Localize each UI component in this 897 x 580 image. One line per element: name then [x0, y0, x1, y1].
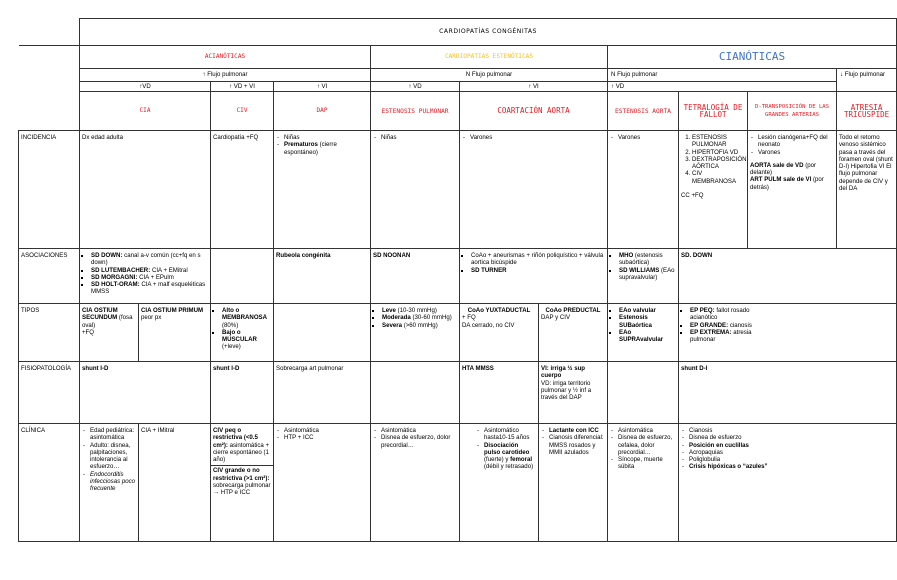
- tipos-civ: [211, 304, 274, 362]
- asoc-coa-2: SD TURNER: [471, 266, 507, 274]
- clin-coa-preductal: [539, 424, 608, 542]
- tipos-ep-1-b: Leve: [382, 307, 396, 314]
- tipos-tof-3-b: EP EXTREMA:: [690, 328, 732, 336]
- list-item: [618, 456, 676, 471]
- fisio-dap: Sobrecarga art pulmonar: [274, 362, 371, 424]
- list-item: [758, 134, 834, 149]
- tipos-civ-2: Bajo o MUSCULAR: [222, 328, 257, 344]
- sub-ep: ↑ VD: [371, 82, 460, 92]
- clin-tof-3: Posición en cuclillas: [689, 441, 749, 449]
- clin-ep-1: Asintomática: [381, 427, 416, 434]
- clin-tof-2: Disnea de esfuerzo: [689, 434, 742, 442]
- corner-blank: [19, 19, 80, 46]
- inc-tof-cc: CC +FQ: [681, 192, 704, 200]
- inc-dtga-artpulm-note: (por detrás): [750, 176, 824, 191]
- sub-coa: ↑ VI: [460, 82, 608, 92]
- list-item: [90, 442, 136, 471]
- inc-dap-2: Prematuros: [284, 141, 318, 149]
- fisio-tof: [679, 362, 897, 424]
- list-item: [619, 267, 676, 282]
- inc-dap-1: Niñas: [284, 134, 300, 141]
- tipos-coa-1b: + FQ: [462, 314, 476, 322]
- flow-acianoticas: ↑ Flujo pulmonar: [80, 69, 371, 82]
- flow-estenoticas: N Flujo pulmonar: [371, 69, 608, 82]
- inc-civ: [211, 131, 274, 249]
- fisio-coa-yuxtaductal: [460, 362, 539, 424]
- asoc-tof-text: SD. DOWN: [681, 252, 713, 259]
- list-item: [381, 434, 457, 449]
- fisio-eao: [608, 362, 679, 424]
- tipos-cia-1: CIA OSTIUM SECUNDUM: [82, 307, 118, 322]
- inc-coa-text: Varones: [470, 134, 493, 141]
- page-title: CARDIOPATÍAS CONGÉNITAS: [80, 19, 897, 46]
- asoc-eao-2-b: SD WILLIAMS: [619, 266, 660, 274]
- sub-civ: ↑ VD + VI: [211, 82, 274, 92]
- list-item: [618, 134, 676, 141]
- lesion-atresia-tricuspide: ATRESIA TRICUSPIDE: [837, 92, 897, 131]
- list-item: [470, 134, 605, 141]
- list-item: [91, 267, 208, 274]
- clin-dap-1: Asintomática: [284, 427, 319, 434]
- asoc-eao: [608, 249, 679, 304]
- tipos-ep-2-b: Moderada: [382, 314, 411, 322]
- clin-civ-2b: sobrecarga pulmonar → HTP e ICC: [213, 482, 271, 497]
- fisio-civ: [211, 362, 274, 424]
- asoc-eao-1-b: MHO: [619, 252, 634, 259]
- clin-tof-6: Crisis hipóxicas o “azules”: [689, 463, 768, 471]
- asoc-coa-1: CoAo + aneurismas + riñón poliquístico + válvula aortica bicúspide: [471, 252, 604, 267]
- list-item: [222, 307, 271, 329]
- lesion-d-transposicion: D-TRANSPOSICIÓN DE LAS GRANDES ARTERIAS: [748, 92, 837, 131]
- asoc-cia-3: CIA + EPulm: [137, 273, 174, 281]
- inc-eao-text: Varones: [618, 134, 641, 141]
- tipos-coa-2b: DAP y CIV: [541, 314, 571, 322]
- fisio-coa-2b: VD: irriga territorio pulmonar y ½ inf a través del DAP: [541, 379, 592, 402]
- inc-dtga: [748, 131, 837, 249]
- tipos-tof-3: atresia pulmonar: [690, 328, 752, 344]
- inc-ep: [371, 131, 460, 249]
- tipos-cia-1c: +FQ: [82, 328, 95, 336]
- asoc-cia-4: CIA + malf esqueléticas MMSS: [91, 281, 206, 296]
- tipos-cia-2: CIA OSTIUM PRIMUM: [141, 307, 204, 314]
- asoc-eao-2: (EAo supravalvular): [619, 266, 675, 281]
- clin-civ-1b: asintomática + cierre espontáneo (1 año): [213, 441, 270, 464]
- tipos-civ-1: Alto o MEMBRANOSA: [222, 307, 268, 322]
- tipos-coa-yuxtaductal: [460, 304, 539, 362]
- list-item: [382, 322, 457, 329]
- clin-cia-imitral: CIA + IMitral: [139, 424, 211, 542]
- tipos-eao-1: EAo valvular: [619, 307, 656, 314]
- row-label-clinica: CLÍNICA: [19, 424, 80, 542]
- tipos-tof-2-b: EP GRANDE:: [690, 321, 729, 329]
- asoc-eao-1: (estenosis subaórtica): [619, 252, 663, 267]
- list-item: [618, 434, 676, 456]
- asoc-dap: [274, 249, 371, 304]
- clin-cia: [80, 424, 139, 542]
- list-item: [692, 134, 745, 149]
- tipos-coa-1c: DA cerrado, no CIV: [462, 321, 515, 329]
- clin-tof: [679, 424, 897, 542]
- list-item: [284, 134, 368, 141]
- clin-cia-3: Endocorditis infecciosas poco frecuente: [90, 470, 136, 493]
- clin-dap-2: HTP + ICC: [284, 434, 314, 442]
- asoc-ep: [371, 249, 460, 304]
- corner-blank: [19, 92, 80, 131]
- asoc-cia-1: canal a-v común (cc+fq en s down): [91, 252, 201, 267]
- inc-dap-3: (cierre espontáneo): [284, 141, 337, 156]
- tipos-eao: [608, 304, 679, 362]
- row-label-tipos: TIPOS: [19, 304, 80, 362]
- asoc-coa: [460, 249, 608, 304]
- list-item: [689, 463, 769, 470]
- inc-dtga-artpulm: ART PULM sale de VI: [750, 176, 812, 184]
- list-item: [619, 314, 676, 329]
- inc-atresia: Todo el retorno venoso sistémico pasa a través del foramen oval (shunt D-I) Hipertofia VI El flujo pulmonar depende de CIV y del DA: [837, 131, 897, 249]
- list-item: [619, 329, 676, 344]
- tipos-coa-preductal: [539, 304, 608, 362]
- group-estenoticas: CARDIOPATIAS ESTENÓTICAS: [371, 46, 608, 69]
- clin-tof-4: Acropaquias: [689, 448, 723, 456]
- list-item: [692, 170, 745, 185]
- clin-civ: [211, 424, 274, 542]
- asoc-cia-4-b: SD HOLT-ORAM:: [91, 281, 140, 289]
- tipos-coa-2: CoAo PREDUCTAL: [545, 307, 601, 314]
- clin-coa-1b: Disociación pulso carotideo: [484, 441, 530, 456]
- clin-eao-1: Asintomática: [618, 427, 653, 434]
- inc-dap: [274, 131, 371, 249]
- clin-eao-3: Síncope, muerte súbita: [618, 456, 663, 471]
- asoc-cia: [80, 249, 211, 304]
- asoc-tof: [679, 249, 897, 304]
- flow-cianoticas-low: ↓ Flujo pulmonar: [837, 69, 897, 92]
- list-item: [689, 442, 769, 449]
- sub-cia: ↑VD: [80, 82, 211, 92]
- inc-tof-3: DEXTRAPOSICIÓN AÓRTICA: [692, 155, 747, 171]
- list-item: [689, 434, 769, 441]
- tipos-ep-3-b: Severa: [382, 321, 402, 329]
- list-item: [91, 252, 208, 267]
- inc-dtga-1: Lesión: [758, 134, 776, 141]
- asoc-cia-2: CIA + EMitral: [150, 266, 188, 274]
- asoc-dap-text: Rubeola congénita: [276, 252, 331, 259]
- list-item: [690, 307, 768, 322]
- tipos-eao-2: Estenosis SUBaórtica: [619, 314, 652, 329]
- list-item: [471, 252, 605, 267]
- list-item: [619, 307, 676, 314]
- fisio-coa-2: VI: irriga ½ sup cuerpo: [541, 365, 586, 380]
- lesion-coartacion-aorta: COARTACIÓN AORTA: [460, 92, 608, 131]
- list-item: [284, 434, 368, 441]
- flow-cianoticas-normal: N Flujo pulmonar: [608, 69, 837, 82]
- lesion-dap: DAP: [274, 92, 371, 131]
- inc-tof-1: ESTENOSIS PULMONAR: [692, 134, 727, 149]
- tipos-ep-1: (10-30 mmHg): [395, 307, 437, 314]
- list-item: [382, 314, 457, 321]
- inc-dtga-aorta: AORTA sale de VD: [750, 161, 804, 169]
- list-item: [549, 427, 605, 434]
- clin-tof-5: Poliglobulia: [689, 456, 721, 464]
- fisio-cia-text: shunt I-D: [82, 365, 109, 372]
- tipos-eao-3: EAo SUPRAvalvular: [619, 328, 664, 344]
- list-item: [91, 274, 208, 281]
- tipos-ep-3: (>60 mmHg): [402, 321, 438, 329]
- list-item: [382, 307, 457, 314]
- tipos-tof-1-b: EP PEQ:: [690, 307, 715, 314]
- clin-coa-1e: (débil y retrasado): [484, 463, 534, 471]
- clin-eao: [608, 424, 679, 542]
- tipos-coa-1: CoAo YUXTADUCTAL: [467, 307, 531, 314]
- tipos-ep-2: (30-60 mmHg): [410, 314, 452, 322]
- inc-civ-text: Cardiopatía +FQ: [213, 134, 259, 141]
- list-item: [484, 442, 536, 471]
- clin-coa-1d: femoral: [510, 456, 533, 464]
- tipos-civ-1b: (80%): [222, 321, 239, 329]
- list-item: [91, 281, 208, 296]
- list-item: [222, 329, 271, 351]
- list-item: [689, 427, 769, 434]
- row-label-asociaciones: ASOCIACIONES: [19, 249, 80, 304]
- clin-eao-2: Disnea de esfuerzo, cefalea, dolor precordial…: [618, 434, 673, 456]
- list-item: [758, 149, 834, 156]
- corner-blank: [19, 46, 80, 69]
- row-label-incidencia: INCIDENCIA: [19, 131, 80, 249]
- clin-coa-yuxtaductal: [460, 424, 539, 542]
- lesion-tetralogia-fallot: TETRALOGÍA DE FALLOT: [679, 92, 748, 131]
- lesion-estenosis-pulmonar: ESTENOSIS PULMONAR: [371, 92, 460, 131]
- group-cianoticas: CIANÓTICAS: [608, 46, 897, 69]
- list-item: [692, 149, 745, 156]
- clin-cia-1: Edad pediátrica: asintomática: [90, 427, 135, 442]
- fisio-tof-text: shunt D-I: [681, 365, 708, 372]
- list-item: [689, 456, 769, 463]
- inc-cia: Dx edad adulta: [80, 131, 211, 249]
- inc-dtga-aorta-note: (por delante): [750, 161, 817, 177]
- list-item: [381, 134, 457, 141]
- asoc-civ: [211, 249, 274, 304]
- tipos-cia-primum: [139, 304, 211, 362]
- corner-blank: [19, 82, 80, 92]
- list-item: [90, 427, 136, 442]
- clin-ep-2: Disnea de esfuerzo, dolor precordial…: [381, 434, 451, 449]
- cardiopatias-table: [18, 18, 897, 542]
- fisio-civ-text: shunt I-D: [213, 365, 240, 372]
- clin-coa-1: Asintomático hasta10-15 años: [484, 427, 530, 442]
- inc-eao: [608, 131, 679, 249]
- asoc-cia-3-b: SD MORGAGNI:: [91, 273, 138, 281]
- corner-blank: [19, 69, 80, 82]
- asoc-cia-1-b: SD DOWN:: [91, 252, 123, 259]
- list-item: [381, 427, 457, 434]
- tipos-dap: [274, 304, 371, 362]
- lesion-civ: CIV: [211, 92, 274, 131]
- inc-tof-2: HIPERTOFIA VD: [692, 148, 739, 156]
- clin-cia-2: Adulto: disnea, palpitaciones, intolerancia al esfuerzo…: [90, 441, 131, 471]
- tipos-cia-2b: peor px: [141, 314, 162, 322]
- tipos-tof: [679, 304, 897, 362]
- tipos-cia-secundum: [80, 304, 139, 362]
- fisio-coa-preductal: [539, 362, 608, 424]
- asoc-cia-2-b: SD LUTEMBACHER:: [91, 266, 151, 274]
- inc-dtga-2: cianógena+FQ del neonato: [758, 134, 828, 149]
- inc-tof-4: CIV MEMBRANOSA: [692, 170, 737, 185]
- list-item: [284, 427, 368, 434]
- asoc-ep-text: SD NOONAN: [373, 252, 411, 259]
- tipos-ep: [371, 304, 460, 362]
- fisio-cia: [80, 362, 211, 424]
- fisio-coa-1: HTA MMSS: [462, 365, 494, 372]
- list-item: [90, 471, 136, 493]
- clin-civ-1: CIV peq o restrictiva (<0.5 cm²):: [213, 427, 258, 449]
- list-item: [619, 252, 676, 267]
- lesion-estenosis-aorta: ESTENOSIS AORTA: [608, 92, 679, 131]
- tipos-civ-2b: (+leve): [222, 343, 241, 351]
- inc-tof: [679, 131, 748, 249]
- list-item: [549, 434, 605, 456]
- list-item: [689, 449, 769, 456]
- list-item: [471, 267, 605, 274]
- inc-coa: [460, 131, 608, 249]
- clin-ep: [371, 424, 460, 542]
- sub-dap: ↑ VI: [274, 82, 371, 92]
- list-item: [484, 427, 536, 442]
- inc-dtga-3: Varones: [758, 148, 781, 156]
- inc-ep-text: Niñas: [381, 134, 397, 141]
- clin-tof-1: Cianosis: [689, 427, 713, 434]
- list-item: [690, 322, 768, 329]
- tipos-tof-2: cianosis: [728, 321, 752, 329]
- clin-dap: [274, 424, 371, 542]
- fisio-ep: [371, 362, 460, 424]
- group-acianoticas: ACIANÓTICAS: [80, 46, 371, 69]
- clin-coa-2c: Cianosis diferencial: MMSS rosados y MMII azulados: [549, 434, 604, 456]
- tipos-cia-1b: (fosa oval): [82, 314, 133, 329]
- clin-civ-2: CIV grande o no restrictiva (>1 cm²):: [213, 467, 270, 482]
- tipos-tof-1: fallot rosado acianótico: [690, 307, 750, 322]
- lesion-cia: CIA: [80, 92, 211, 131]
- clin-coa-1c: (fuerte) y: [484, 456, 511, 464]
- row-label-fisiopatologia: FISIOPATOLOGÍA: [19, 362, 80, 424]
- list-item: [284, 141, 368, 156]
- list-item: [618, 427, 676, 434]
- clin-coa-2: Lactante con ICC: [549, 427, 599, 434]
- list-item: [692, 156, 745, 171]
- list-item: [690, 329, 768, 344]
- sub-tof: ↑ VD: [608, 82, 837, 92]
